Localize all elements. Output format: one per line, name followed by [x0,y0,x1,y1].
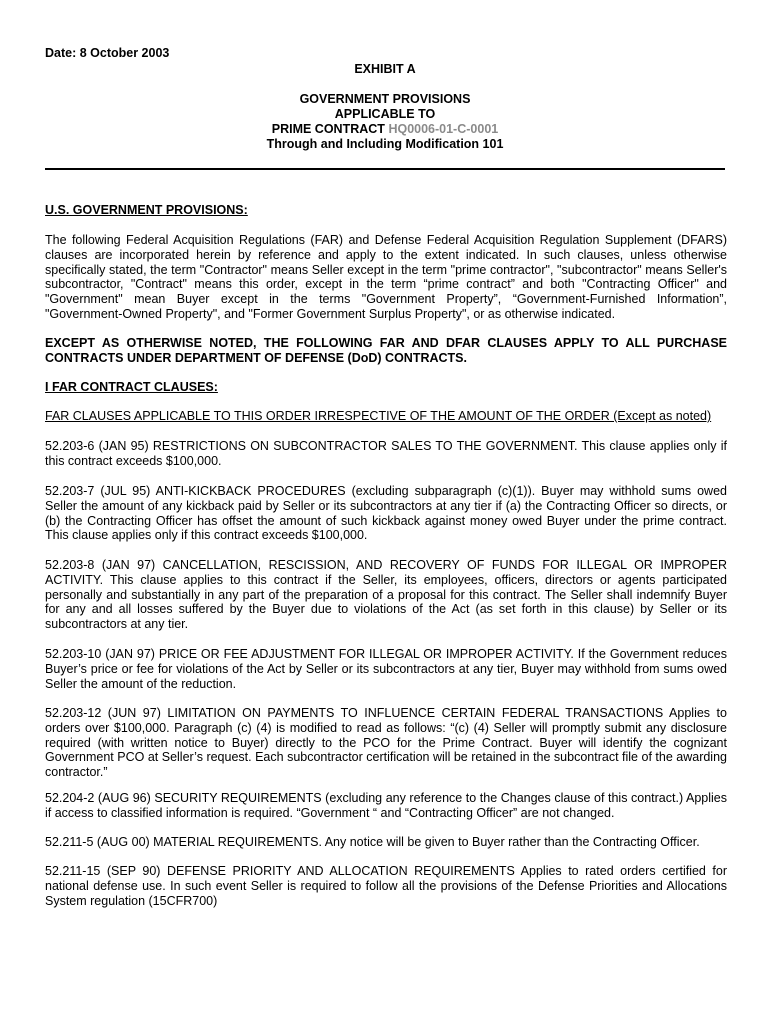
clause-52-211-5: 52.211-5 (AUG 00) MATERIAL REQUIREMENTS. Any notice will be given to Buyer rather than the Contracting Officer. [45,835,700,849]
header-divider [45,168,725,170]
clause-52-203-6: 52.203-6 (JAN 95) RESTRICTIONS ON SUBCONTRACTOR SALES TO THE GOVERNMENT. This clause applies only if this contract exceeds $100,000. [45,439,727,468]
far-clauses-title: I FAR CONTRACT CLAUSES: [45,380,218,394]
section-title: U.S. GOVERNMENT PROVISIONS: [45,203,248,217]
clause-52-203-10: 52.203-10 (JAN 97) PRICE OR FEE ADJUSTMENT FOR ILLEGAL OR IMPROPER ACTIVITY. If the Government reduces Buyer’s price or fee for violations of the Act by Seller or its subcontractors at any tier, Buyer may withhold from sums owed Seller the amount of the reduction. [45,647,727,691]
prime-contract-label: PRIME CONTRACT [271,122,385,136]
clause-52-204-2: 52.204-2 (AUG 96) SECURITY REQUIREMENTS (excluding any reference to the Changes clause of this contract.) Applies if access to classified information is required. “Government “ and “Contracting Officer” are not changed. [45,791,727,820]
intro-paragraph: The following Federal Acquisition Regulations (FAR) and Defense Federal Acquisition Regulation Supplement (DFARS) clauses are incorporated herein by reference and apply to the extent indicated. In such clauses, unless otherwise specifically stated, the term "Contractor" means Seller except in the term "prime contractor", "subcontractor" means Seller's subcontractor, "Contract" means this order, except in the term “prime contract” and both "Contracting Officer" and "Government" mean Buyer except in the terms "Government Property”, “Government-Furnished Information”, "Government-Owned Property", and "Former Government Surplus Property", or as otherwise indicated. [45,233,727,321]
except-paragraph: EXCEPT AS OTHERWISE NOTED, THE FOLLOWING FAR AND DFAR CLAUSES APPLY TO ALL PURCHASE CONTRACTS UNDER DEPARTMENT OF DEFENSE (DoD) CONTRACTS. [45,336,727,365]
clause-52-203-12: 52.203-12 (JUN 97) LIMITATION ON PAYMENTS TO INFLUENCE CERTAIN FEDERAL TRANSACTIONS Applies to orders over $100,000. Paragraph (c) (4) is modified to read as follows: “(c) (4) Seller will promptly submit any disclosure required (with written notice to Buyer) directly to the PCO for the Prime Contract. Buyer will identify the cognizant Government PCO at Seller’s request. Each subcontractor certification will be retained in the subcontract file of the awarding contractor.” [45,706,727,780]
heading-line-2: APPLICABLE TO [334,107,436,121]
clause-52-203-7: 52.203-7 (JUL 95) ANTI-KICKBACK PROCEDURES (excluding subparagraph (c)(1)). Buyer may withhold sums owed Seller the amount of any kickback paid by Seller or its subcontractors at any tier if (a) the Contracting Officer so directs, or (b) the Contracting Officer has offset the amount of such kickback against money owed Buyer under the prime contract. This clause applies only if this contract exceeds $100,000. [45,484,727,543]
contract-number: HQ0006-01-C-0001 [388,122,499,136]
clause-52-211-15: 52.211-15 (SEP 90) DEFENSE PRIORITY AND ALLOCATION REQUIREMENTS Applies to rated orders certified for national defense use. In such event Seller is required to follow all the provisions of the Defense Priorities and Allocations System regulation (15CFR700) [45,864,727,908]
clause-52-203-8: 52.203-8 (JAN 97) CANCELLATION, RESCISSION, AND RECOVERY OF FUNDS FOR ILLEGAL OR IMPROPER ACTIVITY. This clause applies to this contract if the Seller, its employees, officers, directors or agents participated personally and substantially in any part of the preparation of a proposal for this contract. The Seller shall indemnify Buyer for any and all losses suffered by the Buyer due to violations of the Act (as set forth in this clause) by Seller or its subcontractors at any tier. [45,558,727,632]
far-clauses-subtitle: FAR CLAUSES APPLICABLE TO THIS ORDER IRRESPECTIVE OF THE AMOUNT OF THE ORDER (Except as noted) [45,409,712,423]
exhibit-label: EXHIBIT A [354,62,416,76]
document-date: Date: 8 October 2003 [45,46,170,60]
heading-line-4: Through and Including Modification 101 [266,137,504,151]
heading-line-3 [0,122,770,137]
heading-line-1: GOVERNMENT PROVISIONS [299,92,471,106]
